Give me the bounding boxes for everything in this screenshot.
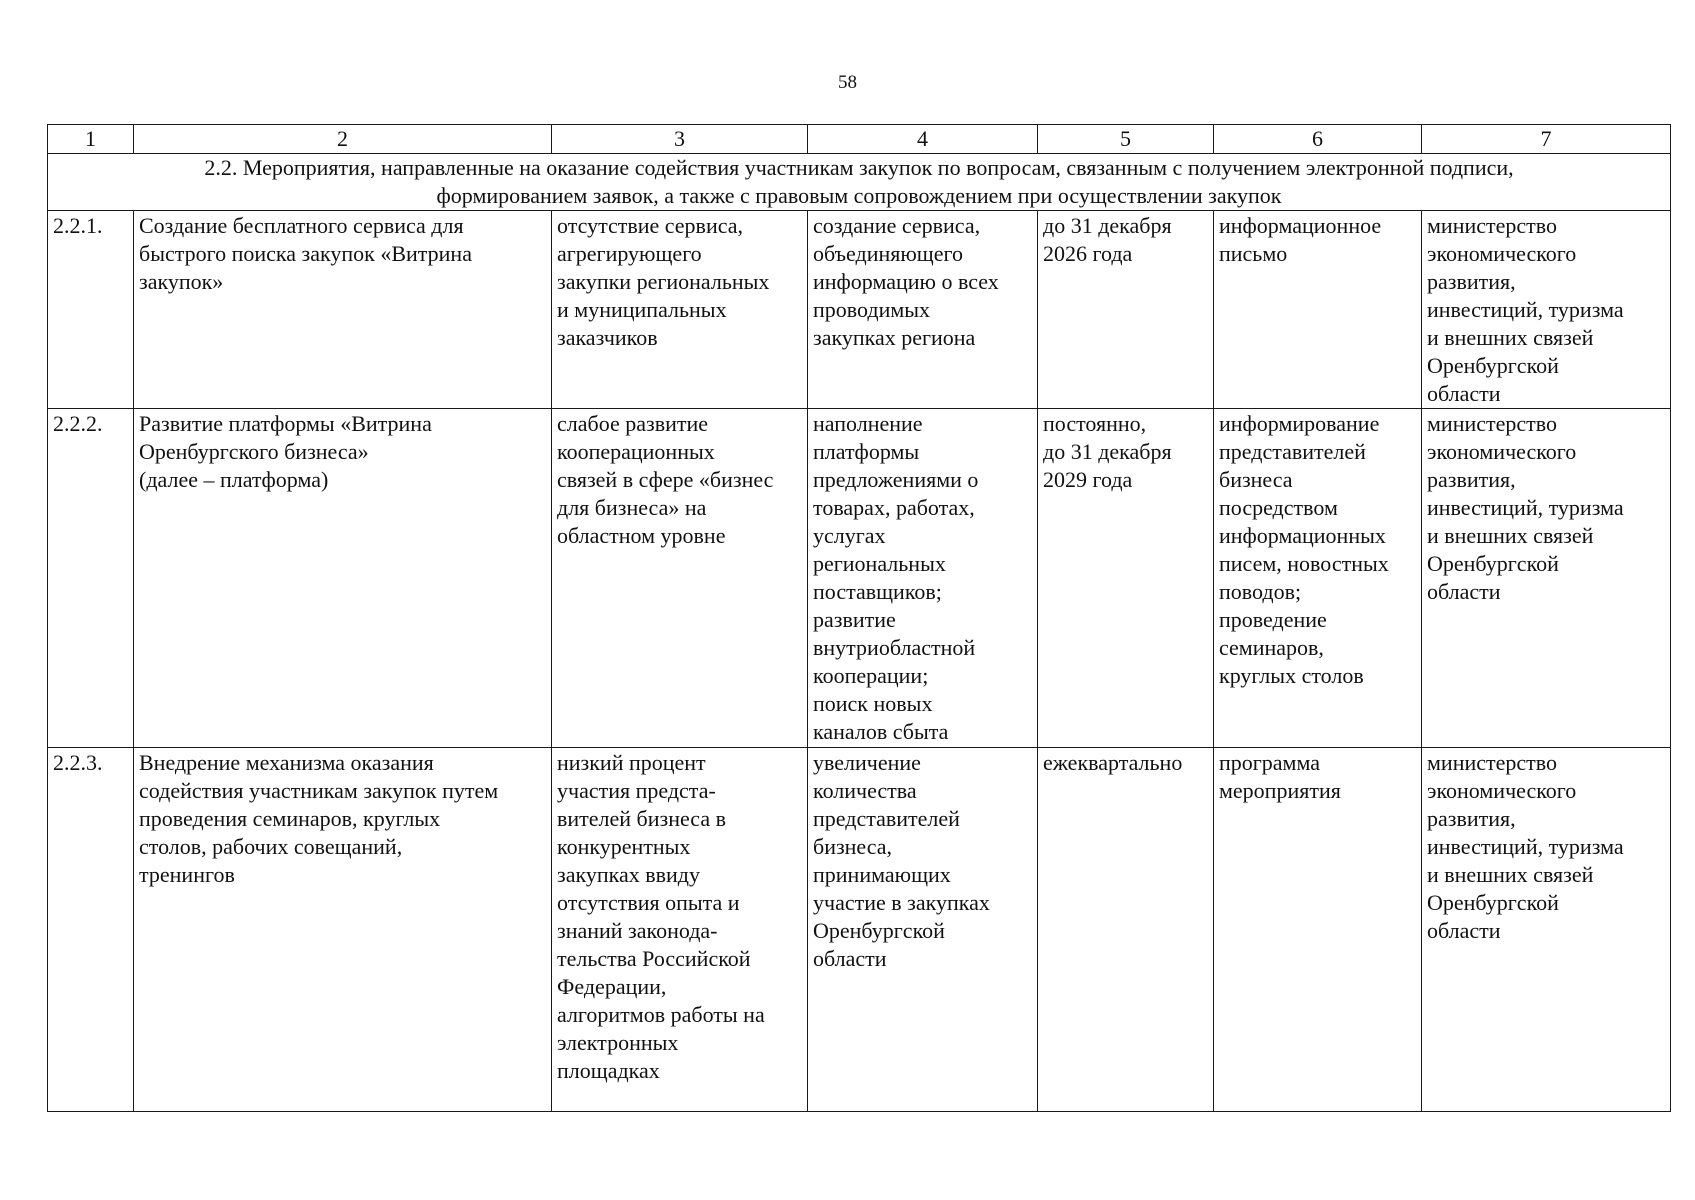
cell-line: агрегирующего [557,241,702,266]
cell-line: 2029 года [1043,467,1133,492]
cell-line: поводов; [1219,579,1302,604]
column-header-row [48,125,1671,154]
cell-line: участия предста- [557,778,716,803]
measure-name [134,748,552,1112]
cell-line: и внешних связей [1427,523,1594,548]
cell-line: представителей [1219,439,1366,464]
cell-line: Создание бесплатного сервиса для [139,213,464,238]
cell-line: Развитие платформы «Витрина [139,411,432,436]
cell-line: тренингов [139,862,235,887]
cell-line: экономического [1427,778,1577,803]
column-header: 4 [808,125,1038,154]
cell-line: каналов сбыта [813,719,949,744]
row-number [48,409,134,748]
cell-line: письмо [1219,241,1288,266]
completion-form [1214,409,1422,748]
cell-line: содействия участникам закупок путем [139,778,499,803]
cell-line: и внешних связей [1427,862,1594,887]
row-number [48,211,134,409]
measures-table [47,124,1671,1112]
cell-line: поиск новых [813,691,933,716]
completion-form [1214,211,1422,409]
completion-form [1214,748,1422,1112]
cell-line: платформы [813,439,920,464]
cell-line: Оренбургской [1427,551,1559,576]
section-title-row [48,154,1671,211]
cell-line: и муниципальных [557,297,727,322]
cell-line: участие в закупках [813,890,990,915]
cell-line: слабое развитие [557,411,709,436]
cell-line: поставщиков; [813,579,942,604]
cell-line: посредством [1219,495,1338,520]
cell-line: информирование [1219,411,1380,436]
cell-line: быстрого поиска закупок «Витрина [139,241,472,266]
cell-line: и внешних связей [1427,325,1594,350]
cell-line: министерство [1427,750,1558,775]
cell-line: проведение [1219,607,1327,632]
cell-line: закупках региона [813,325,976,350]
cell-line: министерство [1427,411,1558,436]
table-row [48,211,1671,409]
cell-line: закупки региональных [557,269,770,294]
cell-line: объединяющего [813,241,963,266]
section-title-line: формированием заявок, а также с правовым сопровождением при осуществлении закупок [436,183,1282,208]
cell-line: закупках ввиду [557,862,700,887]
cell-line: связей в сфере «бизнес [557,467,774,492]
cell-line: знаний законода- [557,918,718,943]
cell-line: 2026 года [1043,241,1133,266]
cell-line: развития, [1427,467,1516,492]
cell-line: области [813,946,887,971]
column-header: 1 [48,125,134,154]
cell-line: (далее – платформа) [139,467,329,492]
cell-line: алгоритмов работы на [557,1002,765,1027]
cell-line: экономического [1427,439,1577,464]
column-header: 7 [1422,125,1671,154]
responsible-executor [1422,211,1671,409]
deadline [1038,211,1214,409]
cell-line: закупок» [139,269,224,294]
cell-line: Оренбургской [1427,890,1559,915]
cell-line: кооперационных [557,439,715,464]
cell-line: развитие [813,607,896,632]
cell-line: информационных [1219,523,1386,548]
responsible-executor [1422,409,1671,748]
problem-description [552,748,808,1112]
cell-line: инвестиций, туризма [1427,834,1624,859]
cell-line: 2.2.1. [53,213,103,238]
table-row [48,748,1671,1112]
problem-description [552,211,808,409]
cell-line: вителей бизнеса в [557,806,726,831]
cell-line: постоянно, [1043,411,1147,436]
table-row [48,409,1671,748]
cell-line: инвестиций, туризма [1427,495,1624,520]
measure-name [134,211,552,409]
cell-line: мероприятия [1219,778,1341,803]
cell-line: программа [1219,750,1321,775]
cell-line: круглых столов [1219,663,1364,688]
cell-line: электронных [557,1030,679,1055]
measure-name [134,409,552,748]
row-number [48,748,134,1112]
cell-line: информационное [1219,213,1382,238]
cell-line: писем, новостных [1219,551,1389,576]
column-header: 6 [1214,125,1422,154]
cell-line: площадках [557,1058,660,1083]
cell-line: ежеквартально [1043,750,1183,775]
cell-line: для бизнеса» на [557,495,707,520]
cell-line: товарах, работах, [813,495,975,520]
cell-line: информацию о всех [813,269,999,294]
cell-line: наполнение [813,411,923,436]
column-header: 5 [1038,125,1214,154]
cell-line: Внедрение механизма оказания [139,750,434,775]
cell-line: инвестиций, туризма [1427,297,1624,322]
cell-line: количества [813,778,917,803]
cell-line: бизнеса, [813,834,893,859]
cell-line: проводимых [813,297,931,322]
cell-line: развития, [1427,269,1516,294]
deadline [1038,748,1214,1112]
cell-line: услугах [813,523,886,548]
cell-line: Оренбургской [1427,353,1559,378]
section-title [48,154,1671,211]
cell-line: Оренбургской [813,918,945,943]
column-header: 2 [134,125,552,154]
section-title-line: 2.2. Мероприятия, направленные на оказание содействия участникам закупок по вопросам, связанным с получением электронной подписи, [204,155,1514,180]
expected-result [808,409,1038,748]
cell-line: министерство [1427,213,1558,238]
cell-line: столов, рабочих совещаний, [139,834,403,859]
cell-line: области [1427,579,1501,604]
cell-line: области [1427,381,1501,406]
cell-line: региональных [813,551,946,576]
cell-line: увеличение [813,750,921,775]
cell-line: конкурентных [557,834,691,859]
cell-line: Федерации, [557,974,667,999]
cell-line: экономического [1427,241,1577,266]
cell-line: области [1427,918,1501,943]
cell-line: отсутствия опыта и [557,890,740,915]
cell-line: внутриобластной [813,635,976,660]
problem-description [552,409,808,748]
cell-line: развития, [1427,806,1516,831]
cell-line: принимающих [813,862,951,887]
expected-result [808,748,1038,1112]
responsible-executor [1422,748,1671,1112]
cell-line: семинаров, [1219,635,1324,660]
cell-line: 2.2.2. [53,411,103,436]
cell-line: кооперации; [813,663,929,688]
cell-line: отсутствие сервиса, [557,213,744,238]
cell-line: создание сервиса, [813,213,981,238]
cell-line: до 31 декабря [1043,213,1172,238]
cell-line: Оренбургского бизнеса» [139,439,369,464]
cell-line: проведения семинаров, круглых [139,806,441,831]
cell-line: заказчиков [557,325,658,350]
cell-line: 2.2.3. [53,750,103,775]
cell-line: до 31 декабря [1043,439,1172,464]
cell-line: бизнеса [1219,467,1293,492]
cell-line: предложениями о [813,467,979,492]
cell-line: представителей [813,806,960,831]
cell-line: областном уровне [557,523,726,548]
cell-line: тельства Российской [557,946,751,971]
cell-line: низкий процент [557,750,706,775]
deadline [1038,409,1214,748]
page-number: 58 [838,72,857,93]
column-header: 3 [552,125,808,154]
expected-result [808,211,1038,409]
